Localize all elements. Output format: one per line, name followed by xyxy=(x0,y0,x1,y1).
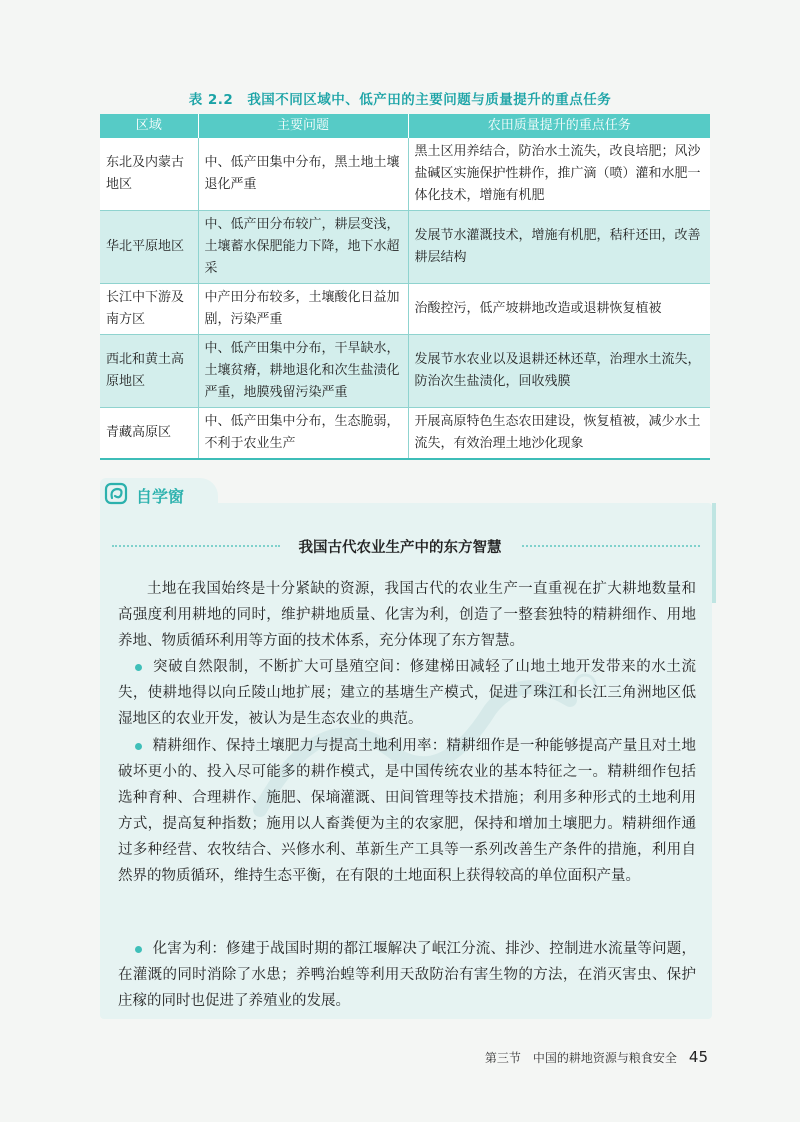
teal-dot-icon xyxy=(135,664,142,671)
table-title: 我国不同区域中、低产田的主要问题与质量提升的重点任务 xyxy=(247,92,612,108)
cell-problem: 中、低产田分布较广，耕层变浅，土壤蓄水保肥能力下降，地下水超采 xyxy=(198,211,408,284)
tab-label: 自学窗 xyxy=(136,487,185,506)
book-swirl-icon xyxy=(104,482,130,506)
table-caption xyxy=(0,88,800,108)
cell-problem: 中产田分布较多，土壤酸化日益加剧，污染严重 xyxy=(198,284,408,335)
regions-table xyxy=(100,114,710,460)
teal-dot-icon xyxy=(135,946,142,953)
table-row xyxy=(100,211,710,284)
table-row xyxy=(100,138,710,211)
page-footer xyxy=(485,1048,708,1066)
bullet-text: 精耕细作、保持土壤肥力与提高土地利用率：精耕细作是一种能够提高产量且对土地破坏更小的、投入尽可能多的耕作模式，是中国传统农业的基本特征之一。精耕细作包括选种育种、合理耕作、施肥、保墒灌溉、田间管理等技术措施；利用多种形式的土地利用方式，提高复种指数；施用以人畜粪便为主的农家肥，保持和增加土壤肥力。精耕细作通过多种经营、农牧结合、兴修水利、革新生产工具等一系列改善生产条件的措施，利用自然界的物质循环，维持生态平衡，在有限的土地面积上获得较高的单位面积产量。 xyxy=(118,738,696,884)
footer-section: 第三节 中国的耕地资源与粮食安全 xyxy=(484,1051,677,1065)
cell-problem: 中、低产田集中分布，黑土地土壤退化严重 xyxy=(198,138,408,211)
table-number: 表 2.2 xyxy=(188,92,234,108)
cell-problem: 中、低产田集中分布，干旱缺水，土壤贫瘠，耕地退化和次生盐渍化严重，地膜残留污染严重 xyxy=(198,335,408,408)
intro-paragraph: 土地在我国始终是十分紧缺的资源，我国古代的农业生产一直重视在扩大耕地数量和高强度利用耕地的同时，维护耕地质量、化害为利，创造了一整套独特的精耕细作、用地养地、物质循环利用等方面的技术体系，充分体现了东方智慧。 xyxy=(118,581,696,649)
cell-region: 西北和黄土高原地区 xyxy=(100,335,198,408)
self-study-tab xyxy=(100,478,720,508)
cell-task: 黑土区用养结合，防治水土流失，改良培肥；风沙盐碱区实施保护性耕作，推广滴（喷）灌和水肥一体化技术，增施有机肥 xyxy=(408,138,710,211)
cell-problem: 中、低产田集中分布，生态脆弱，不利于农业生产 xyxy=(198,408,408,460)
table-row xyxy=(100,408,710,460)
bullet-paragraph xyxy=(118,936,696,1014)
cell-region: 华北平原地区 xyxy=(100,211,198,284)
table-row xyxy=(100,335,710,408)
bullet-paragraph xyxy=(118,654,696,732)
table-header-row xyxy=(100,114,710,138)
cell-region: 青藏高原区 xyxy=(100,408,198,460)
bullet-text: 突破自然限制，不断扩大可垦殖空间：修建梯田减轻了山地土地开发带来的水土流失，使耕地得以向丘陵山地扩展；建立的基塘生产模式，促进了珠江和长江三角洲地区低湿地区的农业开发，被认为是生态农业的典范。 xyxy=(118,659,696,727)
cell-task: 发展节水灌溉技术，增施有机肥，秸秆还田，改善耕层结构 xyxy=(408,211,710,284)
table-row xyxy=(100,284,710,335)
cell-region: 长江中下游及南方区 xyxy=(100,284,198,335)
cell-region: 东北及内蒙古地区 xyxy=(100,138,198,211)
cell-task: 发展节水农业以及退耕还林还草，治理水土流失，防治次生盐渍化，回收残膜 xyxy=(408,335,710,408)
bullet-text: 化害为利：修建于战国时期的都江堰解决了岷江分流、排沙、控制进水流量等问题，在灌溉的同时消除了水患；养鸭治蝗等利用天敌防治有害生物的方法，在消灭害虫、保护庄稼的同时也促进了养殖业的发展。 xyxy=(118,941,696,1009)
cell-task: 开展高原特色生态农田建设，恢复植被，减少水土流失，有效治理土地沙化现象 xyxy=(408,408,710,460)
page-number: 45 xyxy=(688,1048,708,1066)
header-task: 农田质量提升的重点任务 xyxy=(408,114,710,138)
teal-dot-icon xyxy=(135,743,142,750)
cell-task: 治酸控污，低产坡耕地改造或退耕恢复植被 xyxy=(408,284,710,335)
box-title: 我国古代农业生产中的东方智慧 xyxy=(298,540,502,556)
header-region: 区域 xyxy=(100,114,198,138)
header-problem: 主要问题 xyxy=(198,114,408,138)
bullet-paragraph xyxy=(118,733,696,889)
